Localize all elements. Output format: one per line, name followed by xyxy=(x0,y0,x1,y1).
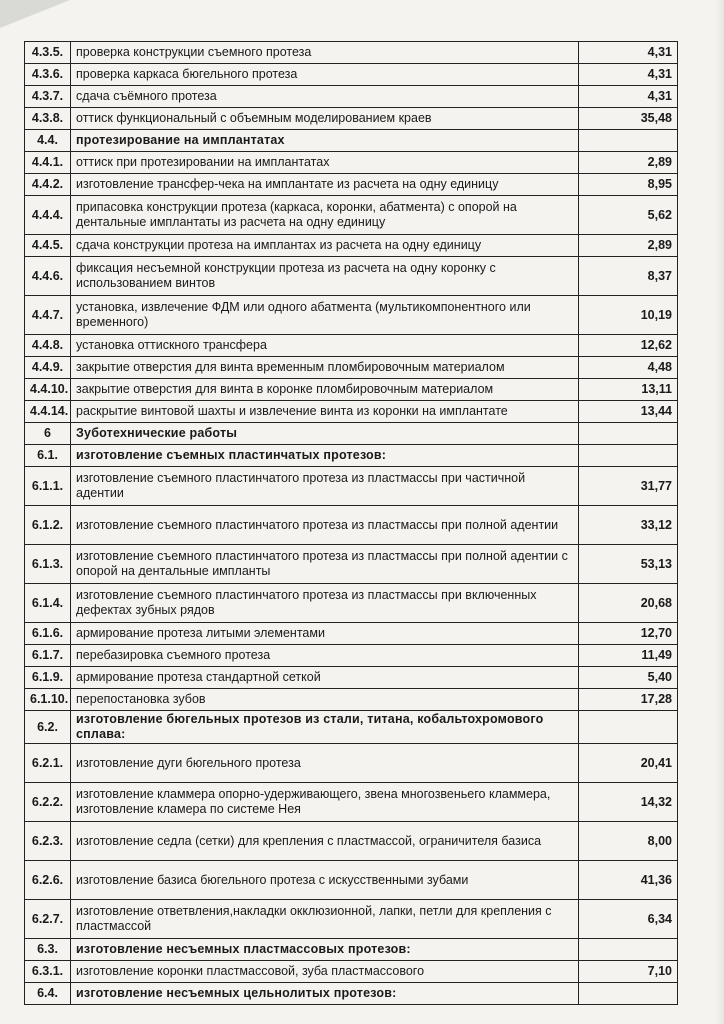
row-code: 6.2.6. xyxy=(25,861,71,900)
row-name: оттиск при протезировании на имплантатах xyxy=(71,152,579,174)
row-price: 4,31 xyxy=(578,86,677,108)
row-price: 8,37 xyxy=(578,257,677,296)
section-title: протезирование на имплантатах xyxy=(71,130,579,152)
row-price: 2,89 xyxy=(578,152,677,174)
row-name: изготовление ответвления,накладки окклюзионной, лапки, петли для крепления с пластмассой xyxy=(71,900,579,939)
row-code: 4.3.8. xyxy=(25,108,71,130)
row-name: изготовление съемного пластинчатого протеза из пластмассы при полной адентии xyxy=(71,506,579,545)
section-title: изготовление съемных пластинчатых протезов: xyxy=(71,445,579,467)
row-price: 4,48 xyxy=(578,357,677,379)
row-price: 6,34 xyxy=(578,900,677,939)
row-price: 33,12 xyxy=(578,506,677,545)
row-code: 6.2.1. xyxy=(25,744,71,783)
page-corner-fold xyxy=(0,0,70,28)
row-code: 4.4.7. xyxy=(25,296,71,335)
row-price: 20,68 xyxy=(578,584,677,623)
row-name: припасовка конструкции протеза (каркаса, коронки, абатмента) с опорой на дентальные имплантаты из расчета на одну единицу xyxy=(71,196,579,235)
row-name: закрытие отверстия для винта в коронке пломбировочным материалом xyxy=(71,379,579,401)
row-price: 41,36 xyxy=(578,861,677,900)
row-code: 4.3.6. xyxy=(25,64,71,86)
row-code: 4.4.8. xyxy=(25,335,71,357)
row-name: сдача конструкции протеза на имплантах из расчета на одну единицу xyxy=(71,235,579,257)
row-price: 53,13 xyxy=(578,545,677,584)
row-price: 12,70 xyxy=(578,623,677,645)
row-name: изготовление седла (сетки) для крепления с пластмассой, ограничителя базиса xyxy=(71,822,579,861)
row-code: 6.1.1. xyxy=(25,467,71,506)
row-price: 5,40 xyxy=(578,667,677,689)
row-code: 6.1.3. xyxy=(25,545,71,584)
row-price xyxy=(578,423,677,445)
row-name: фиксация несъемной конструкции протеза из расчета на одну коронку с использованием винтов xyxy=(71,257,579,296)
row-price: 20,41 xyxy=(578,744,677,783)
row-price: 2,89 xyxy=(578,235,677,257)
row-name: оттиск функциональный с объемным моделированием краев xyxy=(71,108,579,130)
row-code: 6.1.9. xyxy=(25,667,71,689)
section-code: 6.4. xyxy=(25,983,71,1005)
row-code: 6.2.2. xyxy=(25,783,71,822)
row-price: 13,11 xyxy=(578,379,677,401)
row-price: 4,31 xyxy=(578,42,677,64)
row-code: 4.3.5. xyxy=(25,42,71,64)
row-price: 7,10 xyxy=(578,961,677,983)
row-name: закрытие отверстия для винта временным пломбировочным материалом xyxy=(71,357,579,379)
row-price: 14,32 xyxy=(578,783,677,822)
row-name: изготовление съемного пластинчатого протеза из пластмассы при включенных дефектах зубных рядов xyxy=(71,584,579,623)
row-price: 13,44 xyxy=(578,401,677,423)
row-code: 4.4.4. xyxy=(25,196,71,235)
price-list-table xyxy=(24,41,678,1005)
row-name: изготовление базиса бюгельного протеза с искусственными зубами xyxy=(71,861,579,900)
section-code: 6.3. xyxy=(25,939,71,961)
row-price: 5,62 xyxy=(578,196,677,235)
row-price: 4,31 xyxy=(578,64,677,86)
page-edge-shadow xyxy=(716,0,724,1024)
row-name: изготовление коронки пластмассовой, зуба пластмассового xyxy=(71,961,579,983)
row-name: сдача съёмного протеза xyxy=(71,86,579,108)
row-name: перепостановка зубов xyxy=(71,689,579,711)
row-name: изготовление трансфер-чека на имплантате из расчета на одну единицу xyxy=(71,174,579,196)
section-title: Зуботехнические работы xyxy=(71,423,579,445)
row-code: 6.1.7. xyxy=(25,645,71,667)
section-code: 4.4. xyxy=(25,130,71,152)
row-price: 8,95 xyxy=(578,174,677,196)
row-price xyxy=(578,983,677,1005)
row-name: изготовление кламмера опорно-удерживающего, звена многозвеньего кламмера, изготовление кламера по системе Нея xyxy=(71,783,579,822)
row-name: проверка каркаса бюгельного протеза xyxy=(71,64,579,86)
row-code: 6.2.7. xyxy=(25,900,71,939)
row-code: 6.1.4. xyxy=(25,584,71,623)
row-code: 4.4.6. xyxy=(25,257,71,296)
row-name: установка оттискного трансфера xyxy=(71,335,579,357)
row-price xyxy=(578,939,677,961)
section-code: 6 xyxy=(25,423,71,445)
row-code: 6.1.10. xyxy=(25,689,71,711)
row-price: 8,00 xyxy=(578,822,677,861)
section-title: изготовление несъемных цельнолитых протезов: xyxy=(71,983,579,1005)
row-name: изготовление дуги бюгельного протеза xyxy=(71,744,579,783)
row-code: 6.1.2. xyxy=(25,506,71,545)
row-price xyxy=(578,711,677,744)
row-price: 17,28 xyxy=(578,689,677,711)
row-name: раскрытие винтовой шахты и извлечение винта из коронки на имплантате xyxy=(71,401,579,423)
row-code: 4.4.14. xyxy=(25,401,71,423)
row-name: проверка конструкции съемного протеза xyxy=(71,42,579,64)
row-price xyxy=(578,130,677,152)
section-title: изготовление несъемных пластмассовых протезов: xyxy=(71,939,579,961)
row-code: 4.4.2. xyxy=(25,174,71,196)
row-name: армирование протеза стандартной сеткой xyxy=(71,667,579,689)
section-code: 6.1. xyxy=(25,445,71,467)
row-code: 4.4.5. xyxy=(25,235,71,257)
row-price: 11,49 xyxy=(578,645,677,667)
row-name: изготовление съемного пластинчатого протеза из пластмассы при полной адентии с опорой на дентальные импланты xyxy=(71,545,579,584)
row-price: 12,62 xyxy=(578,335,677,357)
row-name: установка, извлечение ФДМ или одного абатмента (мультикомпонентного или временного) xyxy=(71,296,579,335)
section-title: изготовление бюгельных протезов из стали, титана, кобальтохромового сплава: xyxy=(71,711,579,744)
row-code: 4.3.7. xyxy=(25,86,71,108)
row-price xyxy=(578,445,677,467)
row-code: 6.2.3. xyxy=(25,822,71,861)
row-name: армирование протеза литыми элементами xyxy=(71,623,579,645)
row-name: перебазировка съемного протеза xyxy=(71,645,579,667)
row-price: 10,19 xyxy=(578,296,677,335)
row-code: 6.1.6. xyxy=(25,623,71,645)
row-code: 6.3.1. xyxy=(25,961,71,983)
price-list-body xyxy=(25,42,678,1005)
row-price: 31,77 xyxy=(578,467,677,506)
row-code: 4.4.10. xyxy=(25,379,71,401)
section-code: 6.2. xyxy=(25,711,71,744)
row-code: 4.4.1. xyxy=(25,152,71,174)
row-name: изготовление съемного пластинчатого протеза из пластмассы при частичной адентии xyxy=(71,467,579,506)
row-price: 35,48 xyxy=(578,108,677,130)
row-code: 4.4.9. xyxy=(25,357,71,379)
